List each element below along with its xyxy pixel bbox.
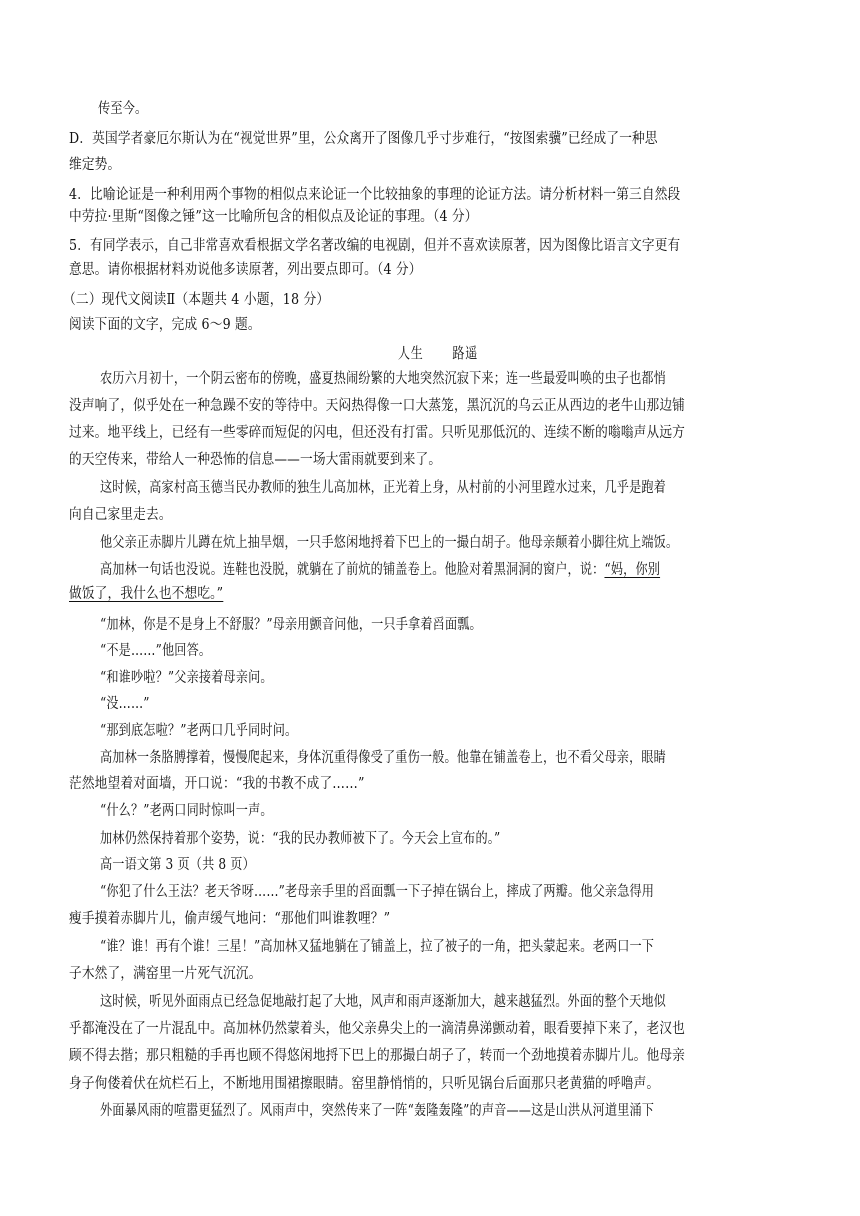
paragraph-text: 高加林一句话也没说。连鞋也没脱，就躺在了前炕的铺盖卷上。他脸对着黑洞洞的窗户，说： — [100, 562, 605, 578]
underlined-quote-2: 做饭了，我什么也不想吃。” — [69, 586, 224, 602]
paragraph-line: 乎都淹没在了一片混乱中。高加林仍然蒙着头，他父亲鼻尖上的一滴清鼻涕颤动着，眼看要掉下来了，老汉也 — [69, 1021, 685, 1037]
question-5-line-2: 意思。请你根据材料劝说他多读原著，列出要点即可。（4 分） — [69, 262, 422, 278]
dialogue-line: “什么？”老两口同时惊叫一声。 — [100, 803, 273, 819]
story-title-text: 人生 — [398, 344, 424, 362]
paragraph-line: 外面暴风雨的喧嚣更猛烈了。风雨声中，突然传来了一阵“轰隆轰隆”的声音——这是山洪从河道里涌下 — [100, 1103, 655, 1119]
paragraph-line — [69, 582, 820, 606]
paragraph-line: 过来。地平线上，已经有一些零碎而短促的闪电，但还没有打雷。只听见那低沉的、连续不断的嗡嗡声从远方 — [69, 425, 685, 441]
paragraph-line: 农历六月初十，一个阴云密布的傍晚，盛夏热闹纷繁的大地突然沉寂下来；连一些最爱叫唤的虫子也都悄 — [100, 371, 666, 387]
story-author: 路遥 — [452, 344, 479, 362]
page-footer: 高一语文第 3 页（共 8 页） — [100, 857, 255, 873]
question-5-line-1: 5．有同学表示，自己非常喜欢看根据文学名著改编的电视剧，但并不喜欢读原著，因为图像比语言文字更有 — [69, 238, 681, 254]
question-4-line-1: 4．比喻论证是一种利用两个事物的相似点来论证一个比较抽象的事理的论证方法。请分析材料一第三自然段 — [69, 187, 681, 203]
paragraph-line: 这时候，高家村高玉德当民办教师的独生儿高加林，正光着上身，从村前的小河里蹚水过来，几乎是跑着 — [100, 480, 666, 496]
section-heading: （二）现代文阅读Ⅱ（本题共 4 小题，18 分） — [63, 292, 330, 308]
paragraph-line — [100, 558, 820, 582]
paragraph-line: 加林仍然保持着那个姿势，说：“我的民办教师被下了。今天会上宣布的。” — [100, 831, 501, 847]
paragraph-line: 顾不得去揩；那只粗糙的手再也顾不得悠闲地捋下巴上的那撮白胡子了，转而一个劲地摸着赤脚片儿。他母亲 — [69, 1048, 685, 1064]
option-d-line-1: D．英国学者豪厄尔斯认为在“视觉世界”里，公众离开了图像几乎寸步难行，“按图索骥”已经成了一种思 — [69, 131, 658, 147]
dialogue-line: “加林，你是不是身上不舒服？”母亲用颤音问他，一只手拿着舀面瓢。 — [100, 617, 482, 633]
paragraph-line: 瘦手摸着赤脚片儿，偷声缓气地问：“那他们叫谁教哩？” — [69, 911, 391, 927]
reading-instruction: 阅读下面的文字，完成 6～9 题。 — [69, 317, 261, 333]
dialogue-line: “不是……”他回答。 — [100, 643, 212, 659]
paragraph-line: 这时候，听见外面雨点已经急促地敲打起了大地，风声和雨声逐渐加大，越来越猛烈。外面的整个天地似 — [100, 994, 666, 1010]
paragraph-line: 身子佝偻着伏在炕栏石上，不断地用围裙擦眼睛。窑里静悄悄的，只听见锅台后面那只老黄猫的呼噜声。 — [69, 1076, 660, 1092]
story-title — [398, 341, 860, 365]
paragraph-line: 向自己家里走去。 — [69, 507, 172, 523]
dialogue-line: “没……” — [100, 696, 150, 712]
paragraph-line: 他父亲正赤脚片儿蹲在炕上抽旱烟，一只手悠闲地捋着下巴上的一撮白胡子。他母亲颠着小脚往炕上端饭。 — [100, 535, 679, 551]
paragraph-line: “谁？谁！再有个谁！三星！”高加林又猛地躺在了铺盖上，拉了被子的一角，把头蒙起来。老两口一下 — [100, 939, 655, 955]
dialogue-line: “那到底怎啦？”老两口几乎同时问。 — [100, 723, 298, 739]
text-line: 传至今。 — [98, 101, 148, 117]
question-4-line-2: 中劳拉·里斯“图像之锤”这一比喻所包含的相似点及论证的事理。（4 分） — [69, 209, 478, 225]
paragraph-line: 没声响了，似乎处在一种急躁不安的等待中。天闷热得像一口大蒸笼，黑沉沉的乌云正从西边的老牛山那边铺 — [69, 398, 685, 414]
underlined-quote-1: “妈，你别 — [604, 562, 661, 578]
paragraph-line: 的天空传来，带给人一种恐怖的信息——一场大雷雨就要到来了。 — [69, 452, 442, 468]
paragraph-line: 茫然地望着对面墙，开口说：“我的书教不成了……” — [69, 776, 365, 792]
option-d-line-2: 维定势。 — [69, 157, 121, 173]
paragraph-line: 高加林一条胳膊撑着，慢慢爬起来，身体沉重得像受了重伤一般。他靠在铺盖卷上，也不看父母亲，眼睛 — [100, 750, 666, 766]
paragraph-line: “你犯了什么王法？老天爷呀……”老母亲手里的舀面瓢一下子掉在锅台上，摔成了两瓣。他父亲急得用 — [100, 884, 655, 900]
dialogue-line: “和谁吵啦？”父亲接着母亲问。 — [100, 670, 273, 686]
paragraph-line: 子木然了，满窑里一片死气沉沉。 — [69, 966, 262, 982]
